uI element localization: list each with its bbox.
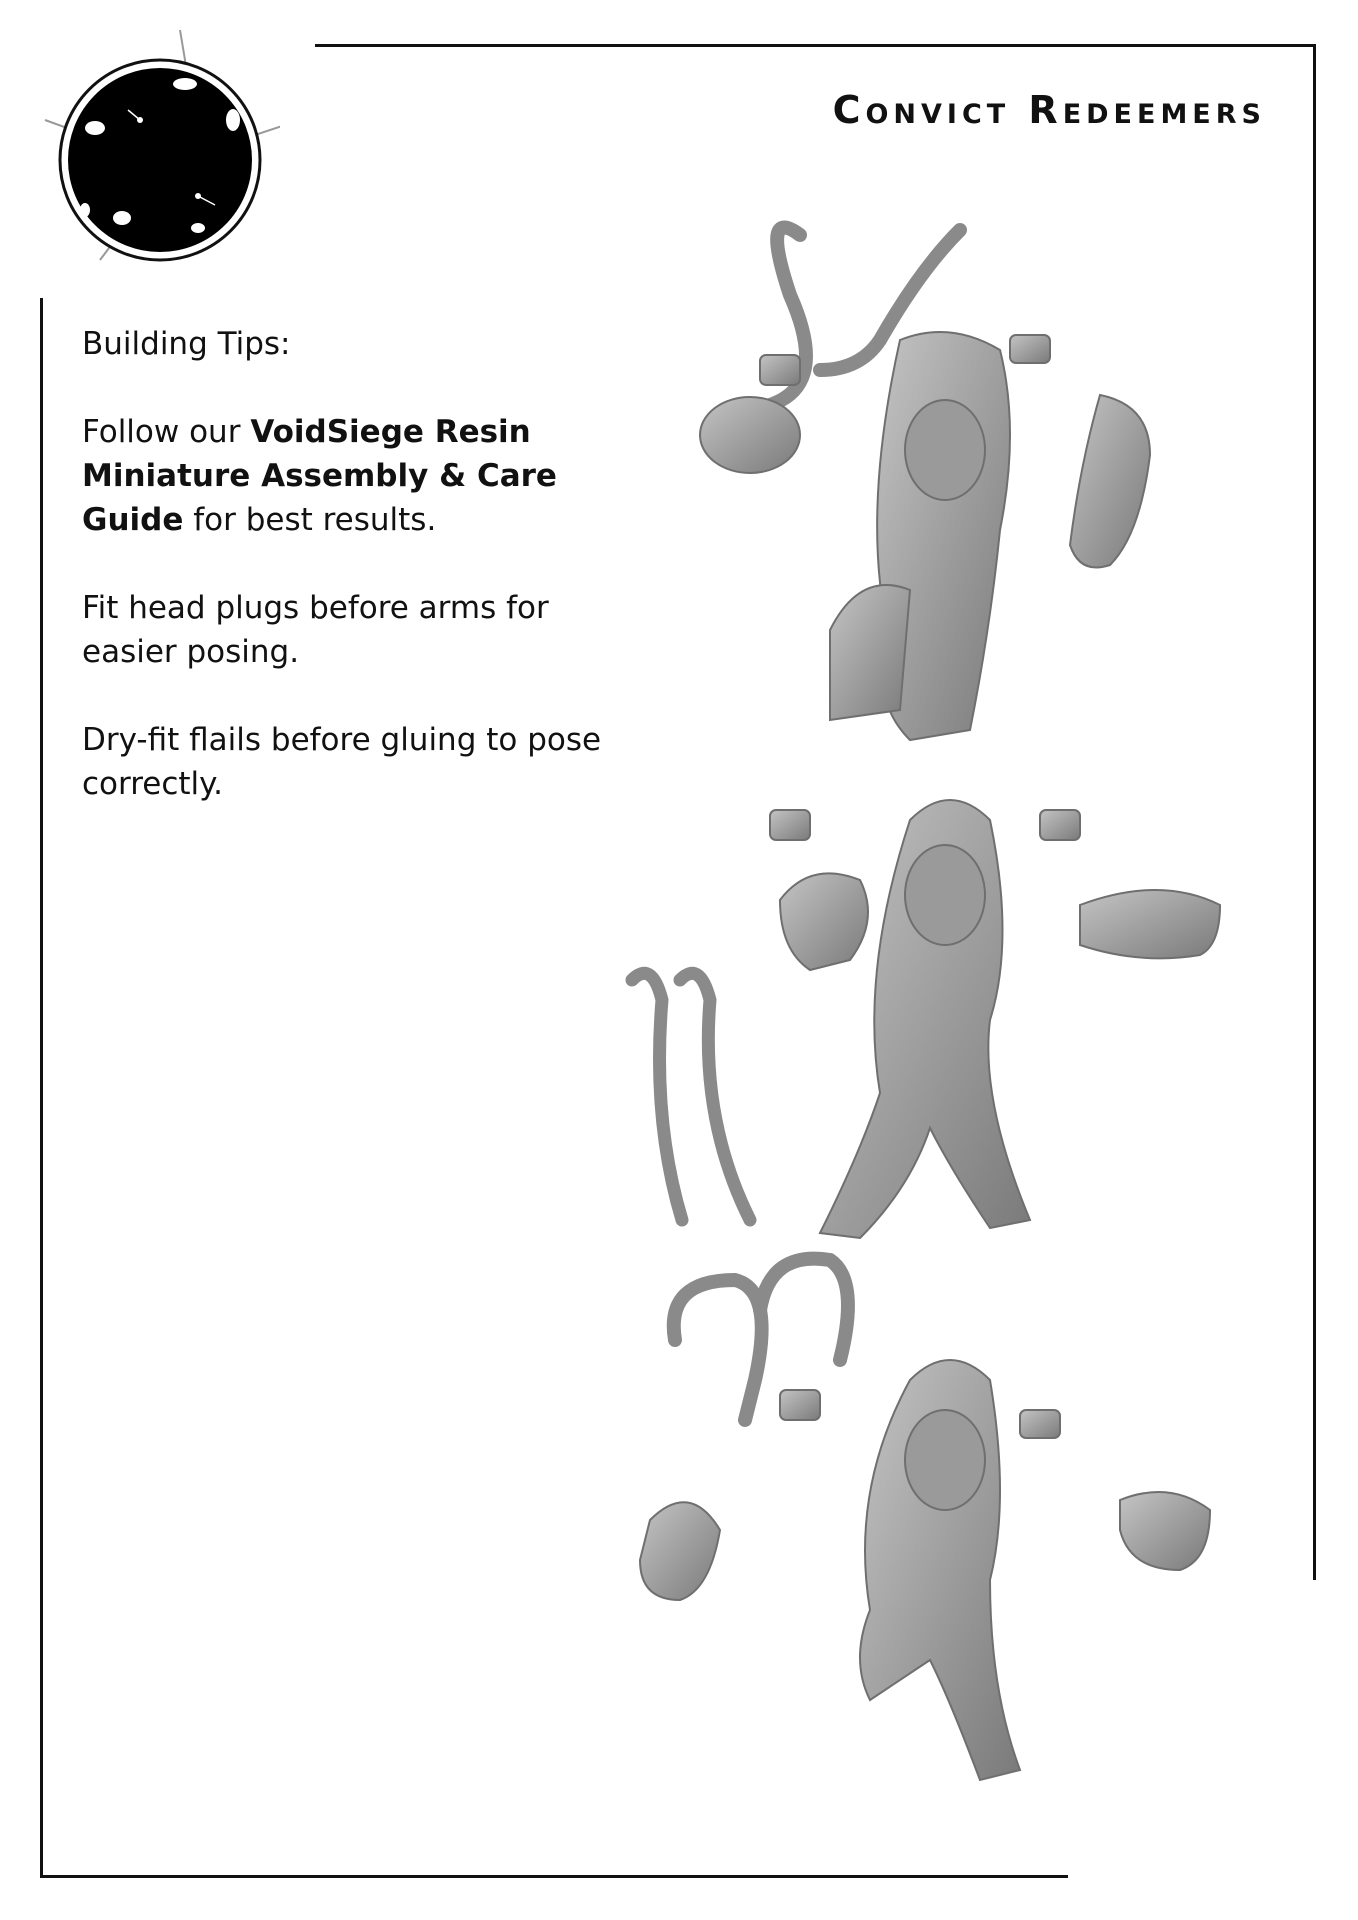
miniature-figure-2 (632, 800, 1220, 1238)
tips-heading: Building Tips: (82, 326, 291, 362)
building-tips (82, 322, 622, 850)
tip-guide (82, 410, 622, 542)
tip-flails: Dry-fit flails before gluing to pose correctly. (82, 722, 602, 802)
tip-head-plugs: Fit head plugs before arms for easier posing. (82, 590, 549, 670)
frame-right-rule (1313, 44, 1316, 1580)
frame-bottom-rule (40, 1875, 1068, 1878)
miniature-renders (600, 160, 1300, 1820)
guide-title: VoidSiege Resin Miniature Assembly & Care Guide (82, 414, 557, 538)
tip-guide-suffix: for best results. (183, 502, 437, 538)
void-sphere-logo-icon (40, 20, 280, 270)
tip-guide-prefix: Follow our (82, 414, 251, 450)
miniature-figure-1 (700, 228, 1150, 741)
frame-top-rule (315, 44, 1315, 47)
miniature-figure-3 (640, 1259, 1210, 1780)
page-title: Convict Redeemers (832, 88, 1266, 132)
frame-left-rule (40, 298, 43, 1878)
